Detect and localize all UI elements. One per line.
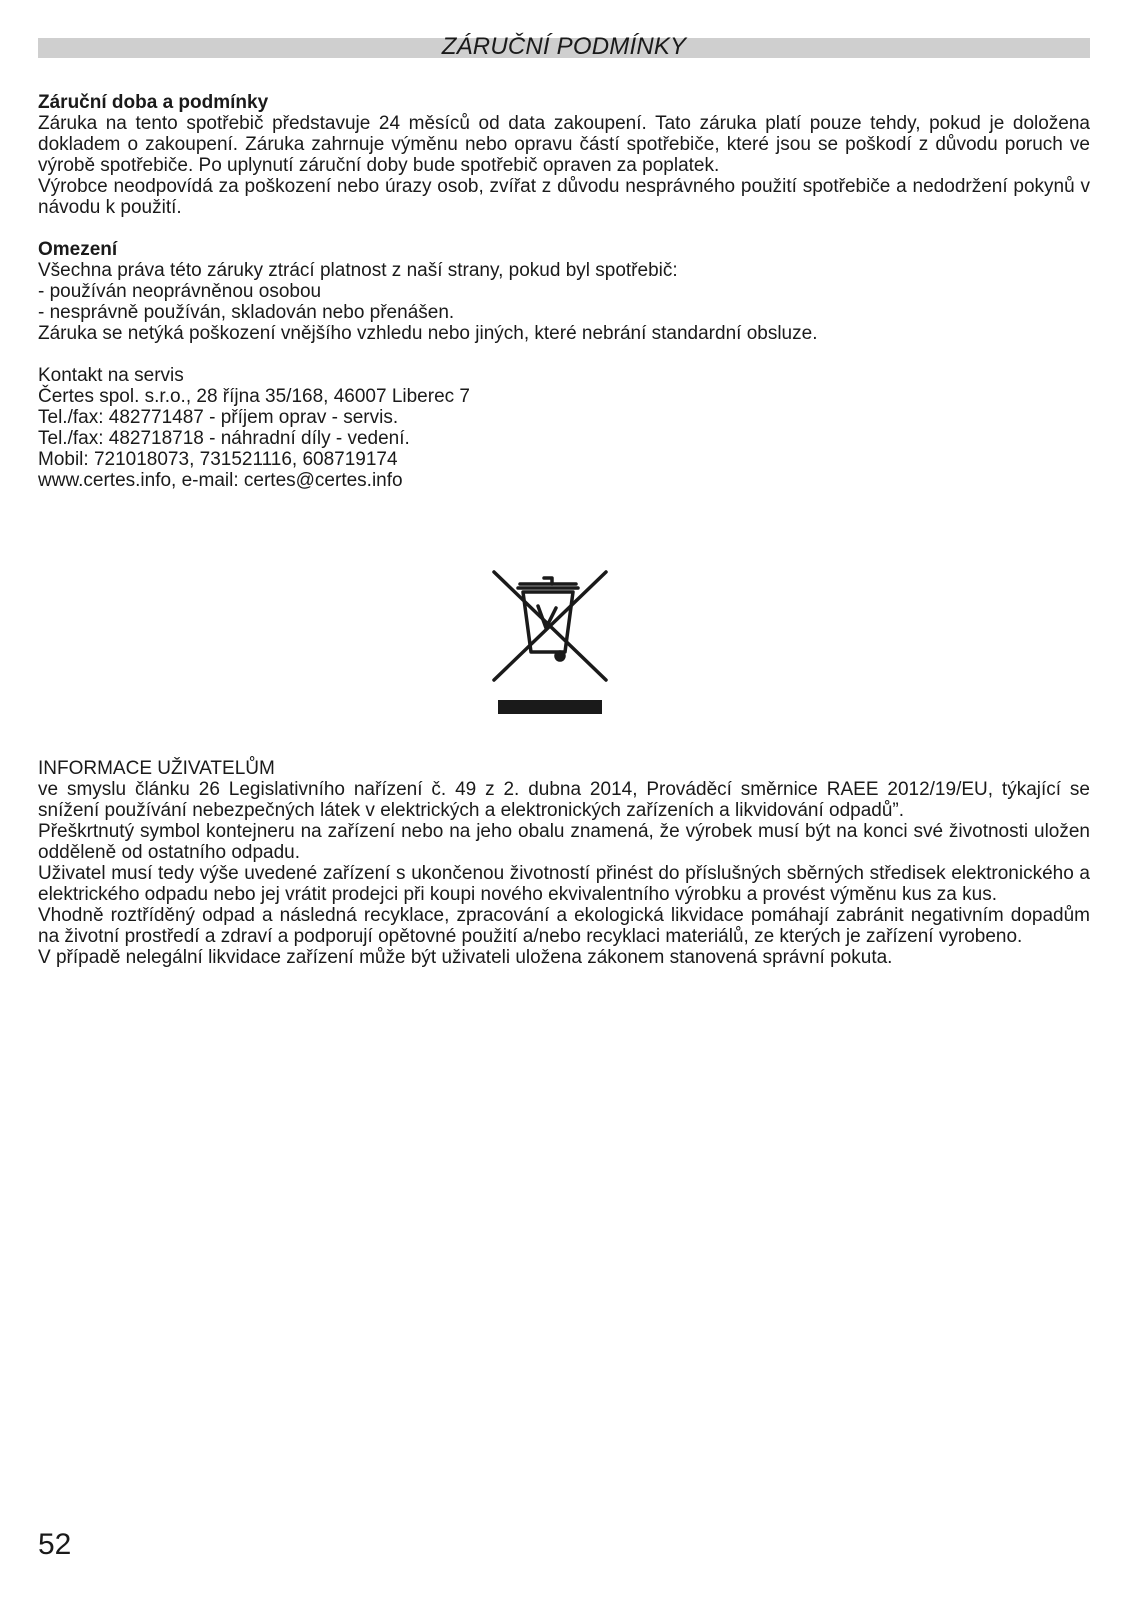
info-paragraph-4: Vhodně roztříděný odpad a následná recyklace, zpracování a ekologická likvidace pomáhají zabránit negativním dopadům na životní prostředí a zdraví a podporují opětovné použití a/nebo recyklaci materiálů, ze kterých je zařízení vyrobeno. — [38, 905, 1090, 947]
warranty-section-title: Záruční doba a podmínky — [38, 92, 269, 113]
contact-line-web: www.certes.info, e-mail: certes@certes.info — [38, 470, 403, 491]
warranty-paragraph-1: Záruka na tento spotřebič představuje 24 měsíců od data zakoupení. Tato záruka platí pouze tehdy, pokud je doložena dokladem o zakoupení. Záruka zahrnuje výměnu nebo opravu částí spotřebiče, které jsou se poškodí z důvodu poruch ve výrobě spotřebiče. Po uplynutí záruční doby bude spotřebič opraven za poplatek. — [38, 113, 1090, 176]
limitations-item: - nesprávně používán, skladován nebo přenášen. — [38, 302, 455, 323]
user-information — [38, 758, 1090, 968]
warranty-paragraph-2: Výrobce neodpovídá za poškození nebo úrazy osob, zvířat z důvodu nesprávného použití spotřebiče a nedodržení pokynů v návodu k použití. — [38, 176, 1090, 218]
info-paragraph-2: Přeškrtnutý symbol kontejneru na zařízení nebo na jeho obalu znamená, že výrobek musí být na konci své životnosti uložen odděleně od ostatního odpadu. — [38, 821, 1090, 863]
crossed-out-wheelie-bin-icon — [490, 566, 610, 718]
limitations-intro: Všechna práva této záruky ztrácí platnost z naší strany, pokud byl spotřebič: — [38, 260, 678, 281]
page-title: ZÁRUČNÍ PODMÍNKY — [441, 33, 687, 60]
contact-line-mobile: Mobil: 721018073, 731521116, 608719174 — [38, 449, 398, 470]
page-number: 52 — [38, 1528, 72, 1561]
contact-line-phone-parts: Tel./fax: 482718718 - náhradní díly - vedení. — [38, 428, 410, 449]
info-title: INFORMACE UŽIVATELŮM — [38, 758, 275, 779]
contact-line-address: Čertes spol. s.r.o., 28 října 35/168, 46007 Liberec 7 — [38, 386, 470, 407]
limitations-item: - používán neoprávněnou osobou — [38, 281, 322, 302]
info-paragraph-3: Uživatel musí tedy výše uvedené zařízení s ukončenou životností přinést do příslušných sběrných středisek elektronického a elektrického odpadu nebo jej vrátit prodejci při koupi nového ekvivalentního výrobku a provést výměnu kus za kus. — [38, 863, 1090, 905]
warranty-content — [38, 92, 1090, 491]
contact-title: Kontakt na servis — [38, 365, 184, 386]
info-paragraph-1: ve smyslu článku 26 Legislativního nařízení č. 49 z 2. dubna 2014, Prováděcí směrnice RAEE 2012/19/EU, týkající se snížení používání nebezpečných látek v elektrických a elektronických zařízeních a likvidování odpadů”. — [38, 779, 1090, 821]
contact-line-phone-service: Tel./fax: 482771487 - příjem oprav - servis. — [38, 407, 399, 428]
limitations-note: Záruka se netýká poškození vnějšího vzhledu nebo jiných, které nebrání standardní obsluze. — [38, 323, 818, 344]
limitations-section-title: Omezení — [38, 239, 118, 260]
info-paragraph-5: V případě nelegální likvidace zařízení může být uživateli uložena zákonem stanovená správní pokuta. — [38, 947, 893, 968]
